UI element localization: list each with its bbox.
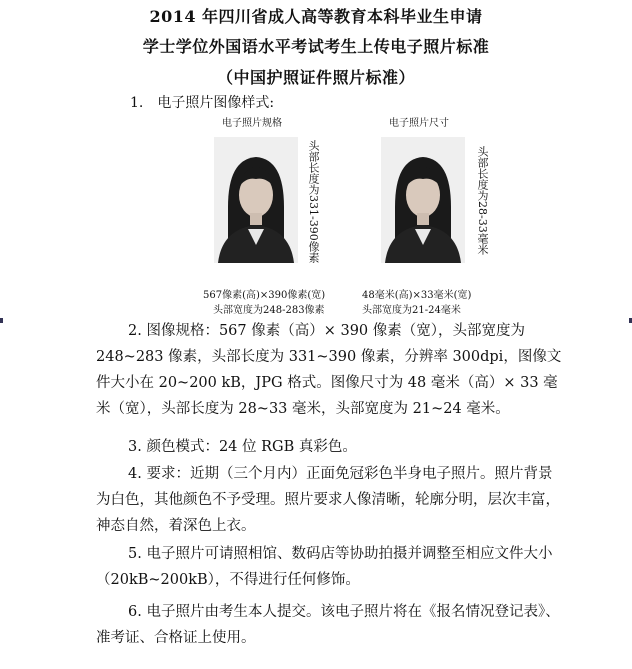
sample-portrait-left [214, 137, 298, 263]
paragraph-6-submission: 6. 电子照片由考生本人提交。该电子照片将在《报名情况登记表》、准考证、合格证上使用。 [96, 604, 560, 646]
left-head-width-label: 头部宽度为248-283像素 [213, 305, 325, 316]
section-1-heading: 1. 电子照片图像样式: [130, 95, 275, 111]
paragraph-2-image-spec: 2. 图像规格：567 像素（高）× 390 像素（宽），头部宽度为 248~283 像素，头部长度为 331~390 像素，分辨率 300dpi，图像文件大小在 20~200 kB，JPG 格式。图像尺寸为 48 毫米（高）× 33 毫米（宽），头部长度为 28~33 毫米，头部宽度为 21~24 毫米。 [96, 323, 562, 417]
sample-portrait-right [381, 137, 465, 263]
portrait-figure-icon [381, 137, 465, 263]
paragraph-4-requirements: 4. 要求：近期（三个月内）正面免冠彩色半身电子照片。照片背景为白色，其他颜色不予受理。照片要求人像清晰，轮廓分明，层次丰富，神态自然，着深色上衣。 [96, 466, 560, 534]
paragraph-3-color-mode: 3. 颜色模式：24 位 RGB 真彩色。 [128, 439, 357, 455]
left-pixel-dimensions: 567像素(高)×390像素(宽) [203, 290, 326, 301]
right-mm-dimensions: 48毫米(高)×33毫米(宽) [362, 290, 472, 301]
left-head-length-label: 头部长度为331-390像素 [307, 140, 320, 263]
right-head-length-label: 头部长度为28-33毫米 [476, 146, 489, 255]
scan-edge-mark-left [0, 318, 3, 323]
title-line-3: （中国护照证件照片标准） [216, 68, 415, 87]
title-line-2: 学士学位外国语水平考试考生上传电子照片标准 [142, 37, 490, 56]
portrait-figure-icon [214, 137, 298, 263]
title-line-1: 2014 年四川省成人高等教育本科毕业生申请 [149, 7, 483, 26]
right-head-width-label: 头部宽度为21-24毫米 [362, 305, 461, 316]
left-photo-caption: 电子照片规格 [222, 118, 282, 129]
paragraph-5-photo-studio: 5. 电子照片可请照相馆、数码店等协助拍摄并调整至相应文件大小（20kB~200kB），不得进行任何修饰。 [96, 546, 553, 588]
right-photo-caption: 电子照片尺寸 [389, 118, 449, 129]
